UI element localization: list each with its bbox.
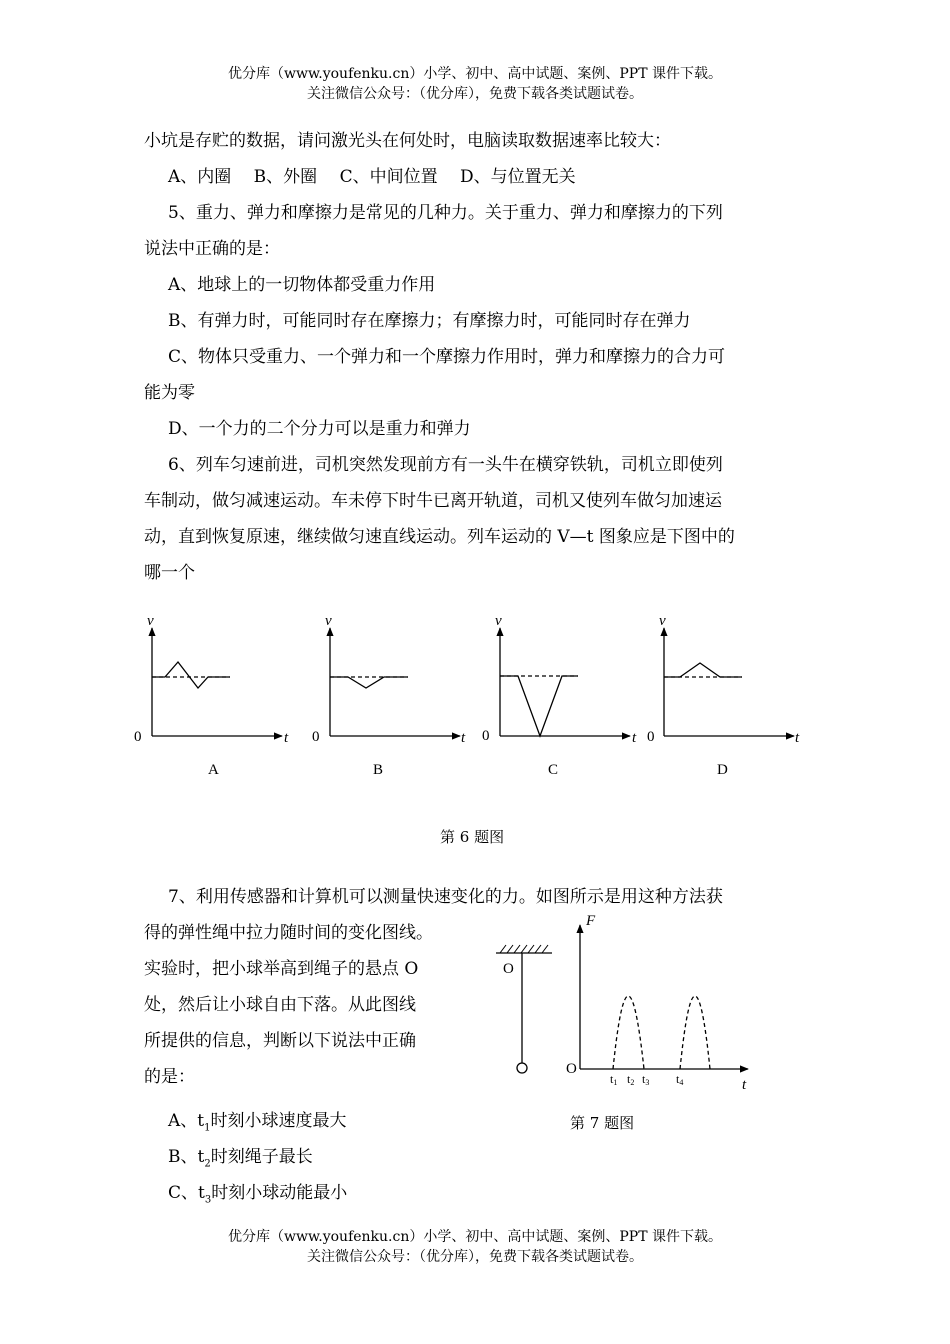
graph-c-v-label: v bbox=[495, 613, 502, 629]
graph-a-t-label: t bbox=[284, 730, 289, 746]
q6-stem-2: 车制动，做匀减速运动。车未停下时牛已离开轨道，司机又使列车做匀加速运 bbox=[144, 491, 722, 511]
graph-a-v-label: v bbox=[147, 613, 154, 629]
graph-b-t-label: t bbox=[461, 730, 466, 746]
footer-line-2: 关注微信公众号：（优分库），免费下载各类试题试卷。 bbox=[307, 1249, 643, 1265]
q5-stem-1: 5、重力、弹力和摩擦力是常见的几种力。关于重力、弹力和摩擦力的下列 bbox=[168, 203, 723, 223]
force-pulse-1 bbox=[613, 996, 644, 1069]
q6-caption: 第 6 题图 bbox=[440, 828, 505, 846]
ball bbox=[517, 1063, 527, 1073]
q5-option-d: D、一个力的二个分力可以是重力和弹力 bbox=[168, 419, 471, 439]
graph-a-curve bbox=[152, 662, 230, 688]
header-line-2: 关注微信公众号：（优分库），免费下载各类试题试卷。 bbox=[307, 86, 643, 102]
q7-stem-5: 所提供的信息，判断以下说法中正确 bbox=[144, 1031, 416, 1051]
q5-option-c-2: 能为零 bbox=[144, 383, 195, 403]
t-axis-label: t bbox=[742, 1077, 747, 1093]
ceiling-hatch bbox=[500, 945, 548, 953]
q4-options: A、内圈 B、外圈 C、中间位置 D、与位置无关 bbox=[168, 167, 576, 187]
graph-c-t-label: t bbox=[632, 730, 637, 746]
q5-stem-2: 说法中正确的是： bbox=[144, 239, 280, 259]
graph-d-t-label: t bbox=[795, 730, 800, 746]
graph-b-curve bbox=[330, 677, 408, 688]
graph-d-origin: 0 bbox=[647, 729, 655, 745]
q7-option-a: A、$t_1$时刻小球速度最大 bbox=[168, 1111, 347, 1134]
q4-continuation: 小坑是存贮的数据，请问激光头在何处时，电脑读取数据速率比较大： bbox=[144, 131, 671, 151]
graph-c bbox=[500, 628, 630, 736]
graph-c-origin: 0 bbox=[482, 728, 490, 744]
svg-text:t3: t3 bbox=[642, 1072, 650, 1087]
graph-d-v-label: v bbox=[659, 613, 666, 629]
q7-option-b: B、$t_2$时刻绳子最长 bbox=[168, 1147, 313, 1170]
q7-option-c: C、$t_3$时刻小球动能最小 bbox=[168, 1183, 348, 1206]
q7-caption: 第 7 题图 bbox=[570, 1114, 635, 1132]
graph-c-curve bbox=[500, 676, 578, 736]
graph-d-letter: D bbox=[717, 762, 728, 778]
time-markers bbox=[610, 1072, 683, 1087]
graph-a-origin: 0 bbox=[134, 729, 142, 745]
graph-c-letter: C bbox=[548, 762, 559, 778]
q6-stem-3: 动，直到恢复原速，继续做匀速直线运动。列车运动的 V—t 图象应是下图中的 bbox=[144, 527, 735, 547]
graph-a bbox=[152, 628, 282, 736]
q7-stem-3: 实验时，把小球举高到绳子的悬点 O bbox=[144, 959, 419, 979]
q5-option-b: B、有弹力时，可能同时存在摩擦力；有摩擦力时，可能同时存在弹力 bbox=[168, 311, 691, 331]
q6-stem-4: 哪一个 bbox=[144, 563, 195, 583]
q7-figure bbox=[480, 905, 770, 1100]
q7-stem-4: 处，然后让小球自由下落。从此图线 bbox=[144, 995, 416, 1015]
force-pulse-2 bbox=[680, 996, 710, 1069]
footer-line-1: 优分库（www.youfenku.cn）小学、初中、高中试题、案例、PPT 课件下载。 bbox=[227, 1229, 722, 1245]
q5-option-c-1: C、物体只受重力、一个弹力和一个摩擦力作用时，弹力和摩擦力的合力可 bbox=[168, 347, 726, 367]
graph-b-origin: 0 bbox=[312, 729, 320, 745]
suspension-point-label: O bbox=[503, 961, 514, 977]
graph-a-letter: A bbox=[208, 762, 219, 778]
q5-option-a: A、地球上的一切物体都受重力作用 bbox=[168, 275, 436, 295]
q6-vt-graphs bbox=[0, 600, 950, 790]
svg-text:t4: t4 bbox=[676, 1072, 684, 1087]
f-t-origin: O bbox=[566, 1061, 577, 1077]
q7-stem-6: 的是： bbox=[144, 1067, 195, 1087]
graph-b-letter: B bbox=[373, 762, 384, 778]
header-line-1: 优分库（www.youfenku.cn）小学、初中、高中试题、案例、PPT 课件下载。 bbox=[227, 66, 722, 82]
graph-b bbox=[330, 628, 460, 736]
svg-text:t2: t2 bbox=[627, 1072, 635, 1087]
q7-stem-2: 得的弹性绳中拉力随时间的变化图线。 bbox=[144, 923, 433, 943]
q7-stem-1: 7、利用传感器和计算机可以测量快速变化的力。如图所示是用这种方法获 bbox=[168, 887, 723, 907]
graph-d-curve bbox=[664, 663, 742, 677]
graph-b-v-label: v bbox=[325, 613, 332, 629]
svg-text:t1: t1 bbox=[610, 1072, 618, 1087]
graph-d bbox=[664, 628, 794, 736]
q6-stem-1: 6、列车匀速前进，司机突然发现前方有一头牛在横穿铁轨，司机立即使列 bbox=[168, 455, 723, 475]
f-axis-label: F bbox=[586, 913, 596, 929]
